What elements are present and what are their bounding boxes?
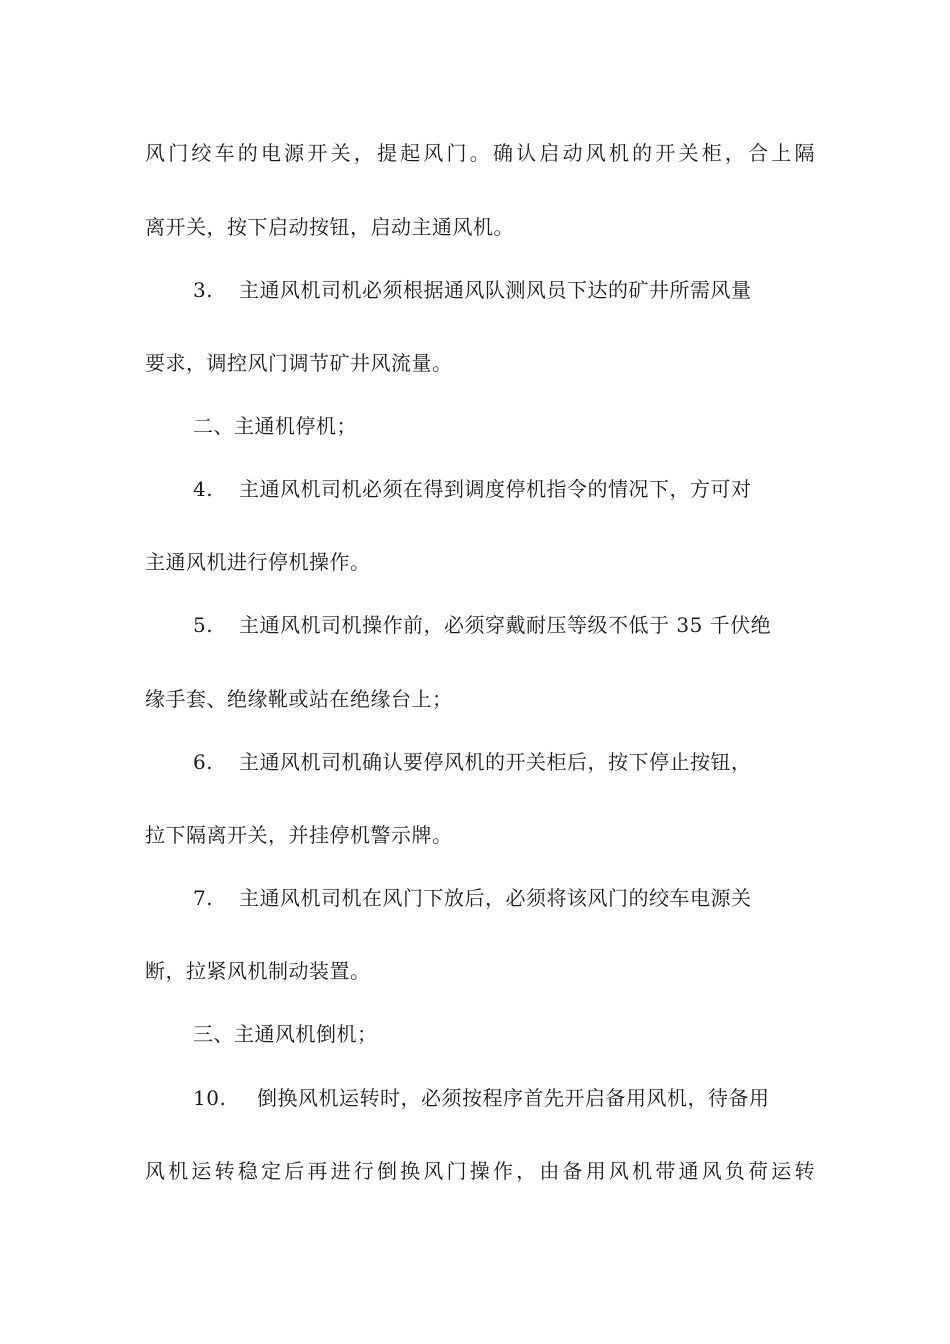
paragraph-line: 主通风机司机操作前，必须穿戴耐压等级不低于 35 千伏绝 [239, 613, 772, 637]
paragraph-line: 主通风机进行停机操作。 [145, 550, 371, 574]
paragraph-line: 要求，调控风门调节矿井风流量。 [145, 351, 453, 375]
paragraph-line: 风门绞车的电源开关，提起风门。确认启动风机的开关柜，合上隔 [145, 141, 815, 165]
paragraph-line: 风机运转稳定后再进行倒换风门操作，由备用风机带通风负荷运转 [145, 1159, 815, 1183]
paragraph-line: 主通风机司机在风门下放后，必须将该风门的绞车电源关 [239, 886, 752, 910]
list-item-7 [193, 884, 815, 912]
paragraph-line: 拉下隔离开关，并挂停机警示牌。 [145, 823, 453, 847]
list-number: 3. [193, 278, 214, 302]
list-number: 5. [193, 613, 214, 637]
paragraph-line: 断，拉紧风机制动装置。 [145, 959, 371, 983]
paragraph-line: 缘手套、绝缘靴或站在绝缘台上； [145, 687, 453, 711]
paragraph-line: 主通风机司机必须根据通风队测风员下达的矿井所需风量 [239, 278, 752, 302]
paragraph-line: 主通风机司机必须在得到调度停机指令的情况下，方可对 [239, 477, 752, 501]
list-item-6 [193, 748, 815, 776]
list-item-3 [193, 276, 815, 304]
list-item-5 [193, 611, 815, 639]
section-heading: 三、主通风机倒机； [193, 1022, 378, 1046]
list-number: 4. [193, 477, 214, 501]
list-number: 7. [193, 886, 214, 910]
paragraph-line: 倒换风机运转时，必须按程序首先开启备用风机，待备用 [257, 1086, 770, 1110]
list-item-10 [193, 1084, 815, 1112]
list-number: 6. [193, 750, 214, 774]
list-number: 10. [193, 1086, 227, 1110]
list-item-4 [193, 475, 815, 503]
paragraph-line: 离开关，按下启动按钮，启动主通风机。 [145, 215, 514, 239]
section-heading: 二、主通机停机； [193, 414, 357, 438]
paragraph-line: 主通风机司机确认要停风机的开关柜后，按下停止按钮， [239, 750, 752, 774]
